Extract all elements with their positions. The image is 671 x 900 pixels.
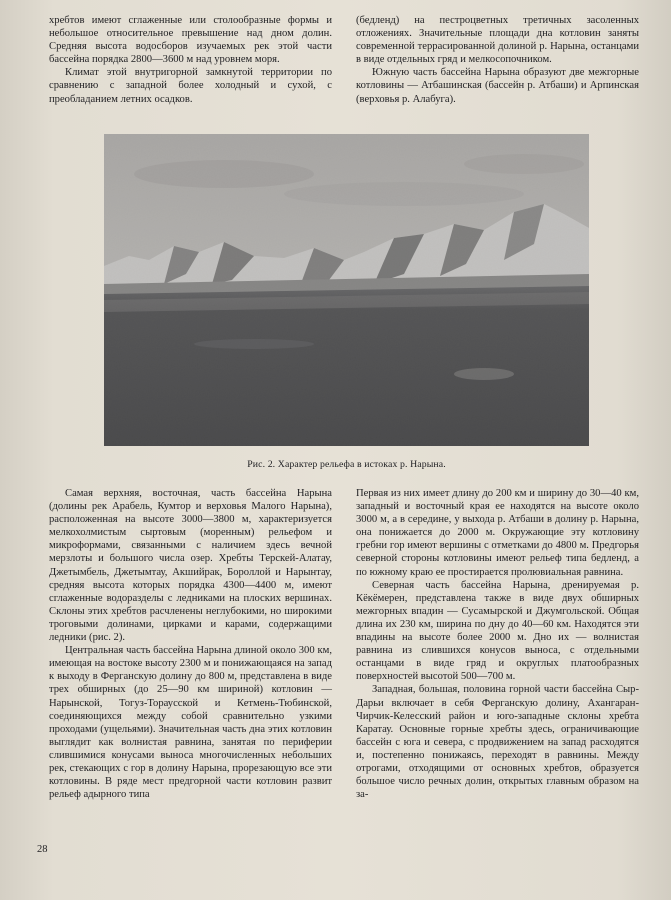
top-left-column [49, 14, 332, 106]
paragraph: Первая из них имеет длину до 200 км и ширину до 30—40 км, западный и восточный края ее находятся на высоте около 3000 м, а в середине, у выхода р. Атбаши в долину р. Нарына, она понижается до 2000 м. Окружающие эту котловину гребни гор имеют вершины с отметками до 4800 м. Предгорья северной стороны котловины имеют рельеф типа бедленд, а по южному краю ее простирается пролювиальная равнина. [356, 488, 639, 578]
paragraph: хребтов имеют сглаженные или столообразные формы и небольшое относительное превышение над дном долин. Средняя высота водосборов изучаемых рек этой части бассейна порядка 2800—3600 м над уровнем моря. [49, 15, 332, 66]
page-number: 28 [37, 844, 48, 855]
paragraph: (бедленд) на пестроцветных третичных засоленных отложениях. Значительные площади дна котловин заняты современной террасированной долиной р. Нарына, останцами в виде отдельных гряд и мелкосопочником. [356, 15, 639, 66]
top-right-column [356, 14, 639, 106]
paragraph: Северная часть бассейна Нарына, дренируемая р. Кёкёмерен, представлена также в виде двух обширных межгорных впадин — Сусамырской и Джумгольской. Общая длина их 230 км, ширина по дну до 40—60 км. Находятся эти впадины на высоте более 2000 м. Дно их — волнистая равнина из слившихся конусов выноса, с отдельными останцами в виде гряд и округлых платообразных поверхностей высотой 500—700 м. [356, 579, 639, 683]
figure-caption: Рис. 2. Характер рельефа в истоках р. Нарына. [247, 459, 446, 470]
landscape-photo [104, 134, 589, 446]
paragraph: Южную часть бассейна Нарына образуют две межгорные котловины — Атбашинская (бассейн р. Атбаши) и Арпинская (верховья р. Алабуга). [356, 67, 639, 105]
bottom-left-column [49, 487, 332, 801]
photo-image [104, 134, 589, 446]
paragraph: Центральная часть бассейна Нарына длиной около 300 км, имеющая на востоке высоту 2300 м и понижающаяся на запад к выходу в Ферганскую долину до 800 м, представлена в виде трех обширных (до 25—90 км шириной) котловин — Нарынской, Тогуз-Тораусской и Кетмень-Тюбинской, соединяющихся между собой сравнительно узкими проходами (ущельями). Значительная часть дна этих котловин выглядит как волнистая равнина, занятая по периферии слившимися конусами выноса многочисленных небольших рек, стекающих с гор в долину Нарына, прорезающую все эти котловины. В ряде мест предгорной части котловин развит рельеф адырного типа [49, 645, 332, 801]
paragraph: Западная, большая, половина горной части бассейна Сыр-Дарьи включает в себя Ферганскую долину, Ахангаран-Чирчик-Келесский район и юго-западные склоны хребта Каратау. Основные горные хребты здесь, ограничивающие бассейн с юга и севера, с продвижением на запад расходятся и, постепенно понижаясь, переходят в равнины. Между отрогами, отходящими от основных хребтов, образуется большое число речных долин, открытых главным образом на за- [356, 684, 639, 801]
paragraph: Самая верхняя, восточная, часть бассейна Нарына (долины рек Арабель, Кумтор и верховья Малого Нарына), расположенная на высоте 3000—3800 м, характеризуется мелкохолмистым сыртовым (моренным) рельефом и микроформами, связанными с наличием здесь вечной мерзлоты и большого числа озер. Хребты Терскей-Алатау, Джетымбель, Джетымтау, Акшийрак, Бороллой и Нарынтау, средняя высота которых порядка 4300—4400 м, имеют сглаженные водоразделы с ледниками на плоских вершинах. Склоны этих хребтов расчленены неглубокими, но широкими троговыми долинами, цирками и карами, содержащими ледники (рис. 2). [49, 488, 332, 644]
paragraph: Климат этой внутригорной замкнутой территории по сравнению с западной более холодный и сухой, с преобладанием летних осадков. [49, 67, 332, 105]
bottom-right-column [356, 487, 639, 801]
